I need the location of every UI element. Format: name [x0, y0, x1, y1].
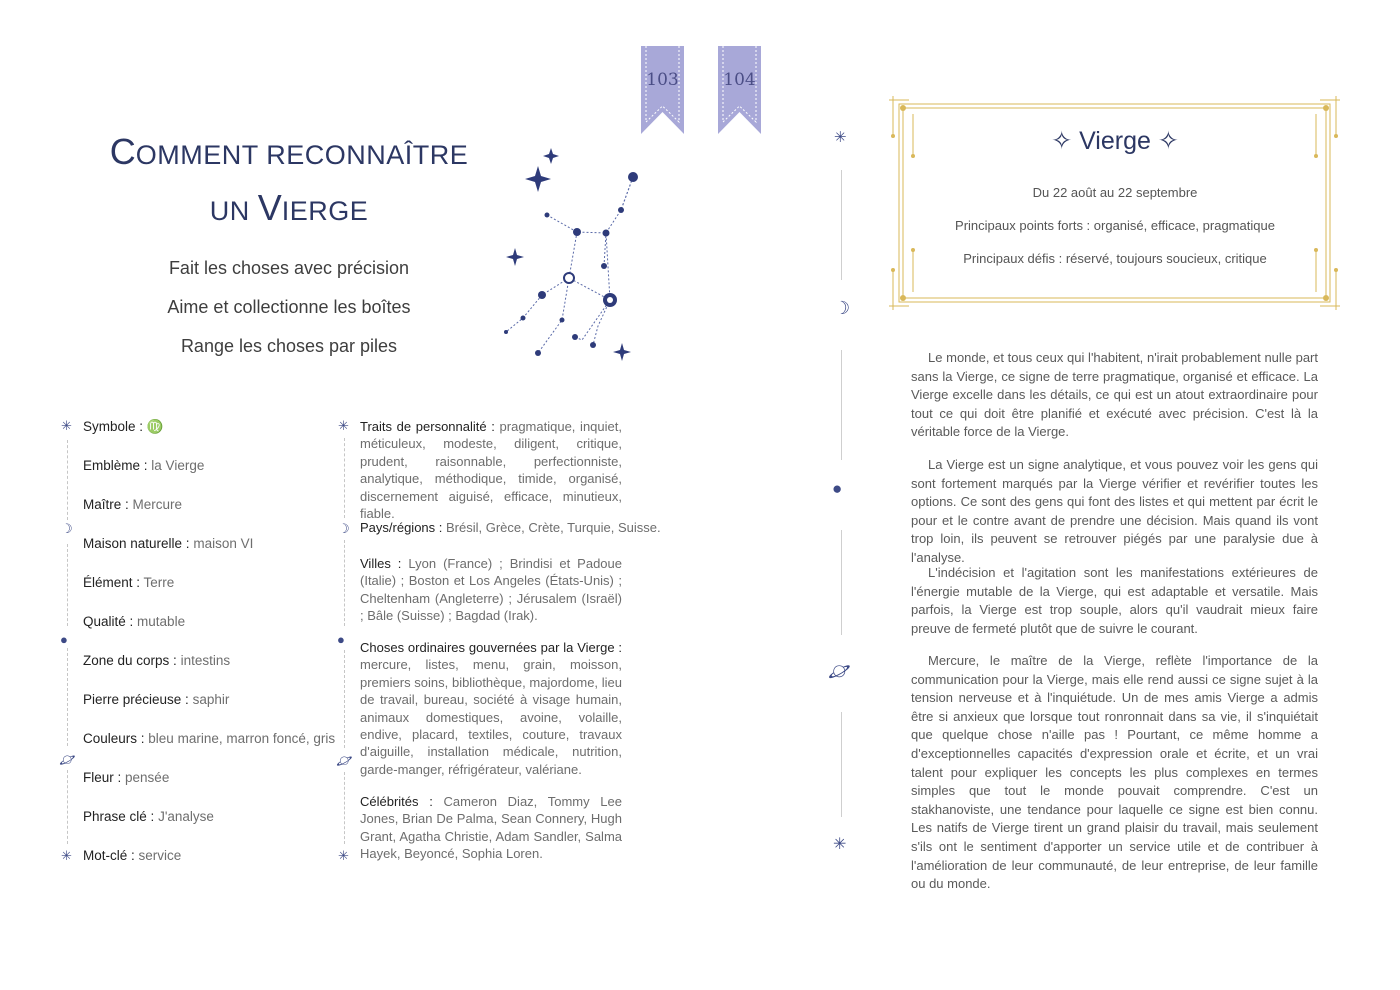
attribute-row: Maître : Mercure [83, 497, 183, 512]
sign-dates: Du 22 août au 22 septembre [1032, 185, 1198, 200]
attribute-row: Zone du corps : intestins [83, 653, 231, 668]
page-number-left: 103 [646, 70, 679, 90]
detail-block: Pays/régions : Brésil, Grèce, Crète, Turquie, Suisse. [360, 520, 661, 535]
body-paragraph: Le monde, et tous ceux qui l'habitent, n'irait probablement nulle part sans la Vierge, ce signe de terre pragmatique, organisé et efficace. La Vierge excelle dans les détails, ce qui est un atout extraordinaire pour tout ce qui doit être planifié et exécuté avec précision. C'est là la véritable force de la Vierge. [911, 350, 1318, 440]
body-paragraph: L'indécision et l'agitation sont les manifestations extérieures de l'énergie mutable de la Vierge, qui est adaptable et versatile. Mais parfois, la Vierge est trop souple, alors qu'il vaudrait mieux faire preuve de fermeté plutôt que de suivre le courant. [911, 565, 1318, 636]
sign-challenges: Principaux défis : réservé, toujours soucieux, critique [963, 251, 1267, 266]
attribute-row: Emblème : la Vierge [83, 458, 205, 473]
star-icon: ✳ [834, 129, 847, 146]
crescent-moon-icon: ☽ [834, 298, 851, 318]
attribute-row: Phrase clé : J'analyse [83, 809, 214, 824]
attribute-row: Mot-clé : service [83, 848, 182, 863]
star-icon: ✳ [833, 836, 847, 853]
timeline-line [841, 712, 842, 817]
body-paragraph: Mercure, le maître de la Vierge, reflète l'importance de la communication pour la Vierge, mais elle rend aussi ce signe sujet à la tension nerveuse et à l'inquiétude. Un de mes amis Vierge a admis être si anxieux que lorsque tout ronronnait dans sa vie, il s'inquiétait que quelque chose n'aille pas ! Pourtant, ce même homme a d'exceptionnelles capacités d'expression orale et écrite, et un vrai talent pour expliquer les concepts les plus complexes en termes simples que tout le monde pouvait comprendre. C'est un stakhanoviste, une tendance pour laquelle ce signe est bien connu. Les natifs de Vierge tirent un grand plaisir du travail, mais seulement s'ils ont le sentiment d'apporter un service utile et de contribuer à l'amélioration de leur communauté, de leur entreprise, de leur famille ou du monde. [911, 653, 1318, 892]
detail-block: Villes : Lyon (France) ; Brindisi et Padoue (Italie) ; Boston et Los Angeles (États-Unis) ; Cheltenham (Angleterre) ; Jérusalem (Israël) ; Bâle (Suisse) ; Bagdad (Irak). [360, 556, 622, 624]
attribute-row: Pierre précieuse : saphir [83, 692, 230, 707]
trait-2: Aime et collectionne les boîtes [167, 297, 411, 317]
attribute-row: Élément : Terre [83, 575, 175, 590]
page-number-right: 104 [723, 70, 756, 90]
ringed-planet-icon: 🪐︎ [336, 753, 353, 768]
planet-icon: ● [60, 632, 68, 647]
timeline-line [841, 170, 842, 280]
divider-line [67, 648, 68, 746]
body-paragraph: La Vierge est un signe analytique, et vous pouvez voir les gens qui sont fortement marqués par la Vierge vérifier et revérifier toutes les options. Ce sont des gens qui font des listes et qui mettent par écrit le pour et le contre avant de prendre une décision. Mais quand ils vont trop loin, ils peuvent se retrouver piégés par une paralysie due à l'analyse. [911, 457, 1318, 565]
detail-block: Célébrités : Cameron Diaz, Tommy Lee Jones, Brian De Palma, Sean Connery, Hugh Grant, Agatha Christie, Adam Sandler, Salma Hayek, Beyoncé, Sophia Loren. [360, 794, 622, 862]
sign-strengths: Principaux points forts : organisé, efficace, pragmatique [955, 218, 1275, 233]
attribute-row: Qualité : mutable [83, 614, 186, 629]
divider-line [67, 544, 68, 626]
star-icon: ✳ [338, 418, 349, 433]
divider-line [67, 770, 68, 844]
attribute-row: Couleurs : bleu marine, marron foncé, gris [83, 731, 336, 746]
page-ribbon-104 [718, 46, 761, 134]
crescent-moon-icon: ☽ [338, 521, 350, 536]
page-title: COMMENT RECONNAÎTRE UN VIERGE [109, 131, 469, 228]
timeline-line [841, 350, 842, 460]
divider-line [344, 438, 345, 518]
detail-block: Choses ordinaires gouvernées par la Vierge : mercure, listes, menu, grain, moisson, premiers soins, bibliothèque, majordome, lieu de travail, bureau, société à visage humain, animaux domestiques, avoine, volaille, endive, placard, textiles, couture, travaux d'aiguille, installation médicale, nutrition, garde-manger, réfrigérateur, valériane. [360, 640, 622, 777]
star-icon: ✳ [61, 418, 72, 433]
divider-line [344, 772, 345, 844]
divider-line [344, 540, 345, 626]
sign-name: ✧ Vierge ✧ [1051, 127, 1179, 155]
attribute-row: Fleur : pensée [83, 770, 170, 785]
page-ribbon-103 [641, 46, 684, 134]
star-icon: ✳ [61, 848, 72, 863]
ringed-planet-icon: 🪐︎ [828, 661, 851, 681]
divider-line [67, 440, 68, 520]
divider-line [344, 650, 345, 748]
planet-icon: ● [337, 632, 345, 647]
crescent-moon-icon: ☽ [61, 521, 73, 536]
constellation-icon [498, 140, 648, 365]
ringed-planet-icon: 🪐︎ [59, 752, 76, 767]
attribute-row: Symbole : ♍ [83, 419, 164, 434]
trait-1: Fait les choses avec précision [168, 258, 410, 278]
timeline-line [841, 530, 842, 635]
planet-icon: ● [832, 479, 843, 498]
star-icon: ✳ [338, 848, 349, 863]
detail-block: Traits de personnalité : pragmatique, inquiet, méticuleux, modeste, diligent, critique, prudent, raisonnable, perfectionniste, analytique, méthodique, timide, organisé, discernement aiguisé, efficace, minutieux, fiable. [360, 419, 622, 522]
attribute-row: Maison naturelle : maison VI [83, 536, 254, 551]
trait-3: Range les choses par piles [180, 336, 398, 356]
